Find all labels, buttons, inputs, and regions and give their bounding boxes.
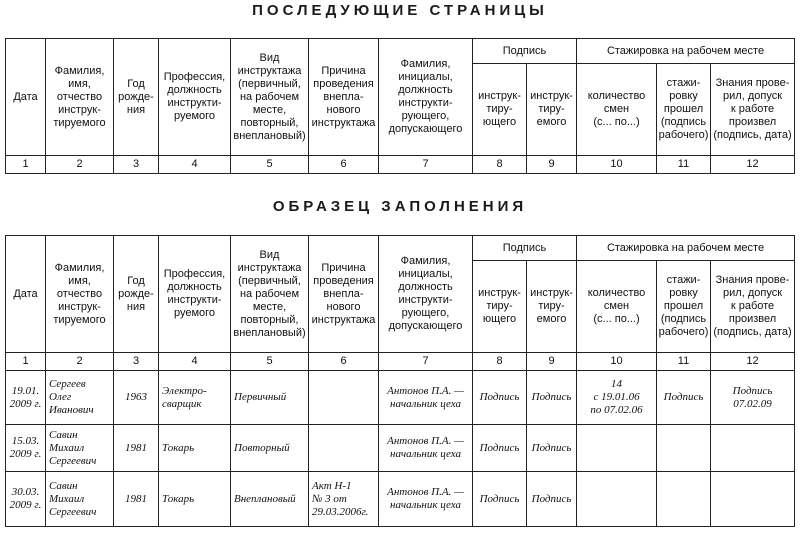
cell-name: Сергеев Олег Иванович [46, 371, 114, 425]
column-number: 11 [657, 156, 711, 174]
header-date: Дата [6, 236, 46, 353]
cell-sig-instructor: Подпись [473, 371, 527, 425]
header-internship: Стажировка на рабочем месте [577, 39, 795, 64]
subsequent-pages-title: ПОСЛЕДУЮЩИЕ СТРАНИЦЫ [252, 2, 548, 19]
column-number: 11 [657, 353, 711, 371]
header-briefing-type: Вид инструктажа (первичный, на рабочем месте, повторный, внеплановый) [231, 236, 309, 353]
table-row [6, 371, 795, 425]
header-passed: стажи- ровку прошел (подпись рабочего) [657, 261, 711, 353]
cell-sig-instructor: Подпись [473, 472, 527, 527]
column-number: 7 [379, 353, 473, 371]
header-passed: стажи- ровку прошел (подпись рабочего) [657, 64, 711, 156]
header-profession: Профессия, должность инструкти- руемого [159, 236, 231, 353]
column-number: 9 [527, 353, 577, 371]
cell-shifts [577, 472, 657, 527]
header-sig-instructor: инструк- тиру- ющего [473, 261, 527, 353]
cell-reason [309, 371, 379, 425]
header-instructor: Фамилия, инициалы, должность инструкти- рующего, допускающего [379, 39, 473, 156]
header-reason: Причина проведения внепла- нового инструктажа [309, 236, 379, 353]
header-shifts: количество смен (с... по...) [577, 261, 657, 353]
cell-checked [711, 425, 795, 472]
column-number: 6 [309, 353, 379, 371]
column-number: 1 [6, 156, 46, 174]
header-name: Фамилия, имя, отчество инструк- тируемого [46, 39, 114, 156]
column-number: 3 [114, 156, 159, 174]
cell-passed [657, 472, 711, 527]
header-birth-year: Год рожде- ния [114, 236, 159, 353]
column-number: 10 [577, 156, 657, 174]
cell-sig-instructed: Подпись [527, 371, 577, 425]
column-number: 6 [309, 156, 379, 174]
table-row [6, 425, 795, 472]
header-sig-instructed: инструк- тиру- емого [527, 64, 577, 156]
column-number: 12 [711, 353, 795, 371]
journal-table-sample [5, 235, 795, 527]
header-signature: Подпись [473, 39, 577, 64]
header-briefing-type: Вид инструктажа (первичный, на рабочем месте, повторный, внеплановый) [231, 39, 309, 156]
column-number: 1 [6, 353, 46, 371]
cell-date: 19.01. 2009 г. [6, 371, 46, 425]
header-name: Фамилия, имя, отчество инструк- тируемого [46, 236, 114, 353]
cell-shifts: 14 с 19.01.06 по 07.02.06 [577, 371, 657, 425]
cell-year: 1963 [114, 371, 159, 425]
cell-name: Савин Михаил Сергеевич [46, 472, 114, 527]
cell-name: Савин Михаил Сергеевич [46, 425, 114, 472]
header-sig-instructed: инструк- тиру- емого [527, 261, 577, 353]
column-number: 4 [159, 156, 231, 174]
cell-checked: Подпись 07.02.09 [711, 371, 795, 425]
header-internship: Стажировка на рабочем месте [577, 236, 795, 261]
cell-instructor: Антонов П.А. — начальник цеха [379, 472, 473, 527]
sample-filling-title: ОБРАЗЕЦ ЗАПОЛНЕНИЯ [272, 198, 528, 215]
cell-passed: Подпись [657, 371, 711, 425]
header-checked: Знания прове- рил, допуск к работе произвел (подпись, дата) [711, 261, 795, 353]
cell-reason [309, 425, 379, 472]
column-number: 8 [473, 156, 527, 174]
cell-date: 30.03. 2009 г. [6, 472, 46, 527]
header-signature: Подпись [473, 236, 577, 261]
header-sig-instructor: инструк- тиру- ющего [473, 64, 527, 156]
header-checked: Знания прове- рил, допуск к работе произвел (подпись, дата) [711, 64, 795, 156]
cell-year: 1981 [114, 472, 159, 527]
cell-sig-instructor: Подпись [473, 425, 527, 472]
header-profession: Профессия, должность инструкти- руемого [159, 39, 231, 156]
header-date: Дата [6, 39, 46, 156]
column-number: 9 [527, 156, 577, 174]
column-number: 8 [473, 353, 527, 371]
table-row [6, 472, 795, 527]
cell-instructor: Антонов П.А. — начальник цеха [379, 425, 473, 472]
cell-profession: Токарь [159, 472, 231, 527]
cell-profession: Электро- сварщик [159, 371, 231, 425]
cell-briefing-type: Внеплановый [231, 472, 309, 527]
header-birth-year: Год рожде- ния [114, 39, 159, 156]
column-number: 2 [46, 156, 114, 174]
column-number: 12 [711, 156, 795, 174]
cell-sig-instructed: Подпись [527, 472, 577, 527]
cell-checked [711, 472, 795, 527]
column-number: 3 [114, 353, 159, 371]
header-instructor: Фамилия, инициалы, должность инструкти- рующего, допускающего [379, 236, 473, 353]
cell-sig-instructed: Подпись [527, 425, 577, 472]
column-number: 10 [577, 353, 657, 371]
cell-year: 1981 [114, 425, 159, 472]
column-number: 7 [379, 156, 473, 174]
column-number: 5 [231, 156, 309, 174]
cell-passed [657, 425, 711, 472]
header-shifts: количество смен (с... по...) [577, 64, 657, 156]
journal-table-blank [5, 38, 795, 174]
cell-instructor: Антонов П.А. — начальник цеха [379, 371, 473, 425]
column-number: 4 [159, 353, 231, 371]
cell-profession: Токарь [159, 425, 231, 472]
cell-briefing-type: Повторный [231, 425, 309, 472]
column-number: 5 [231, 353, 309, 371]
cell-date: 15.03. 2009 г. [6, 425, 46, 472]
cell-reason: Акт Н-1 № 3 от 29.03.2006г. [309, 472, 379, 527]
header-reason: Причина проведения внепла- нового инструктажа [309, 39, 379, 156]
cell-shifts [577, 425, 657, 472]
cell-briefing-type: Первичный [231, 371, 309, 425]
column-number: 2 [46, 353, 114, 371]
